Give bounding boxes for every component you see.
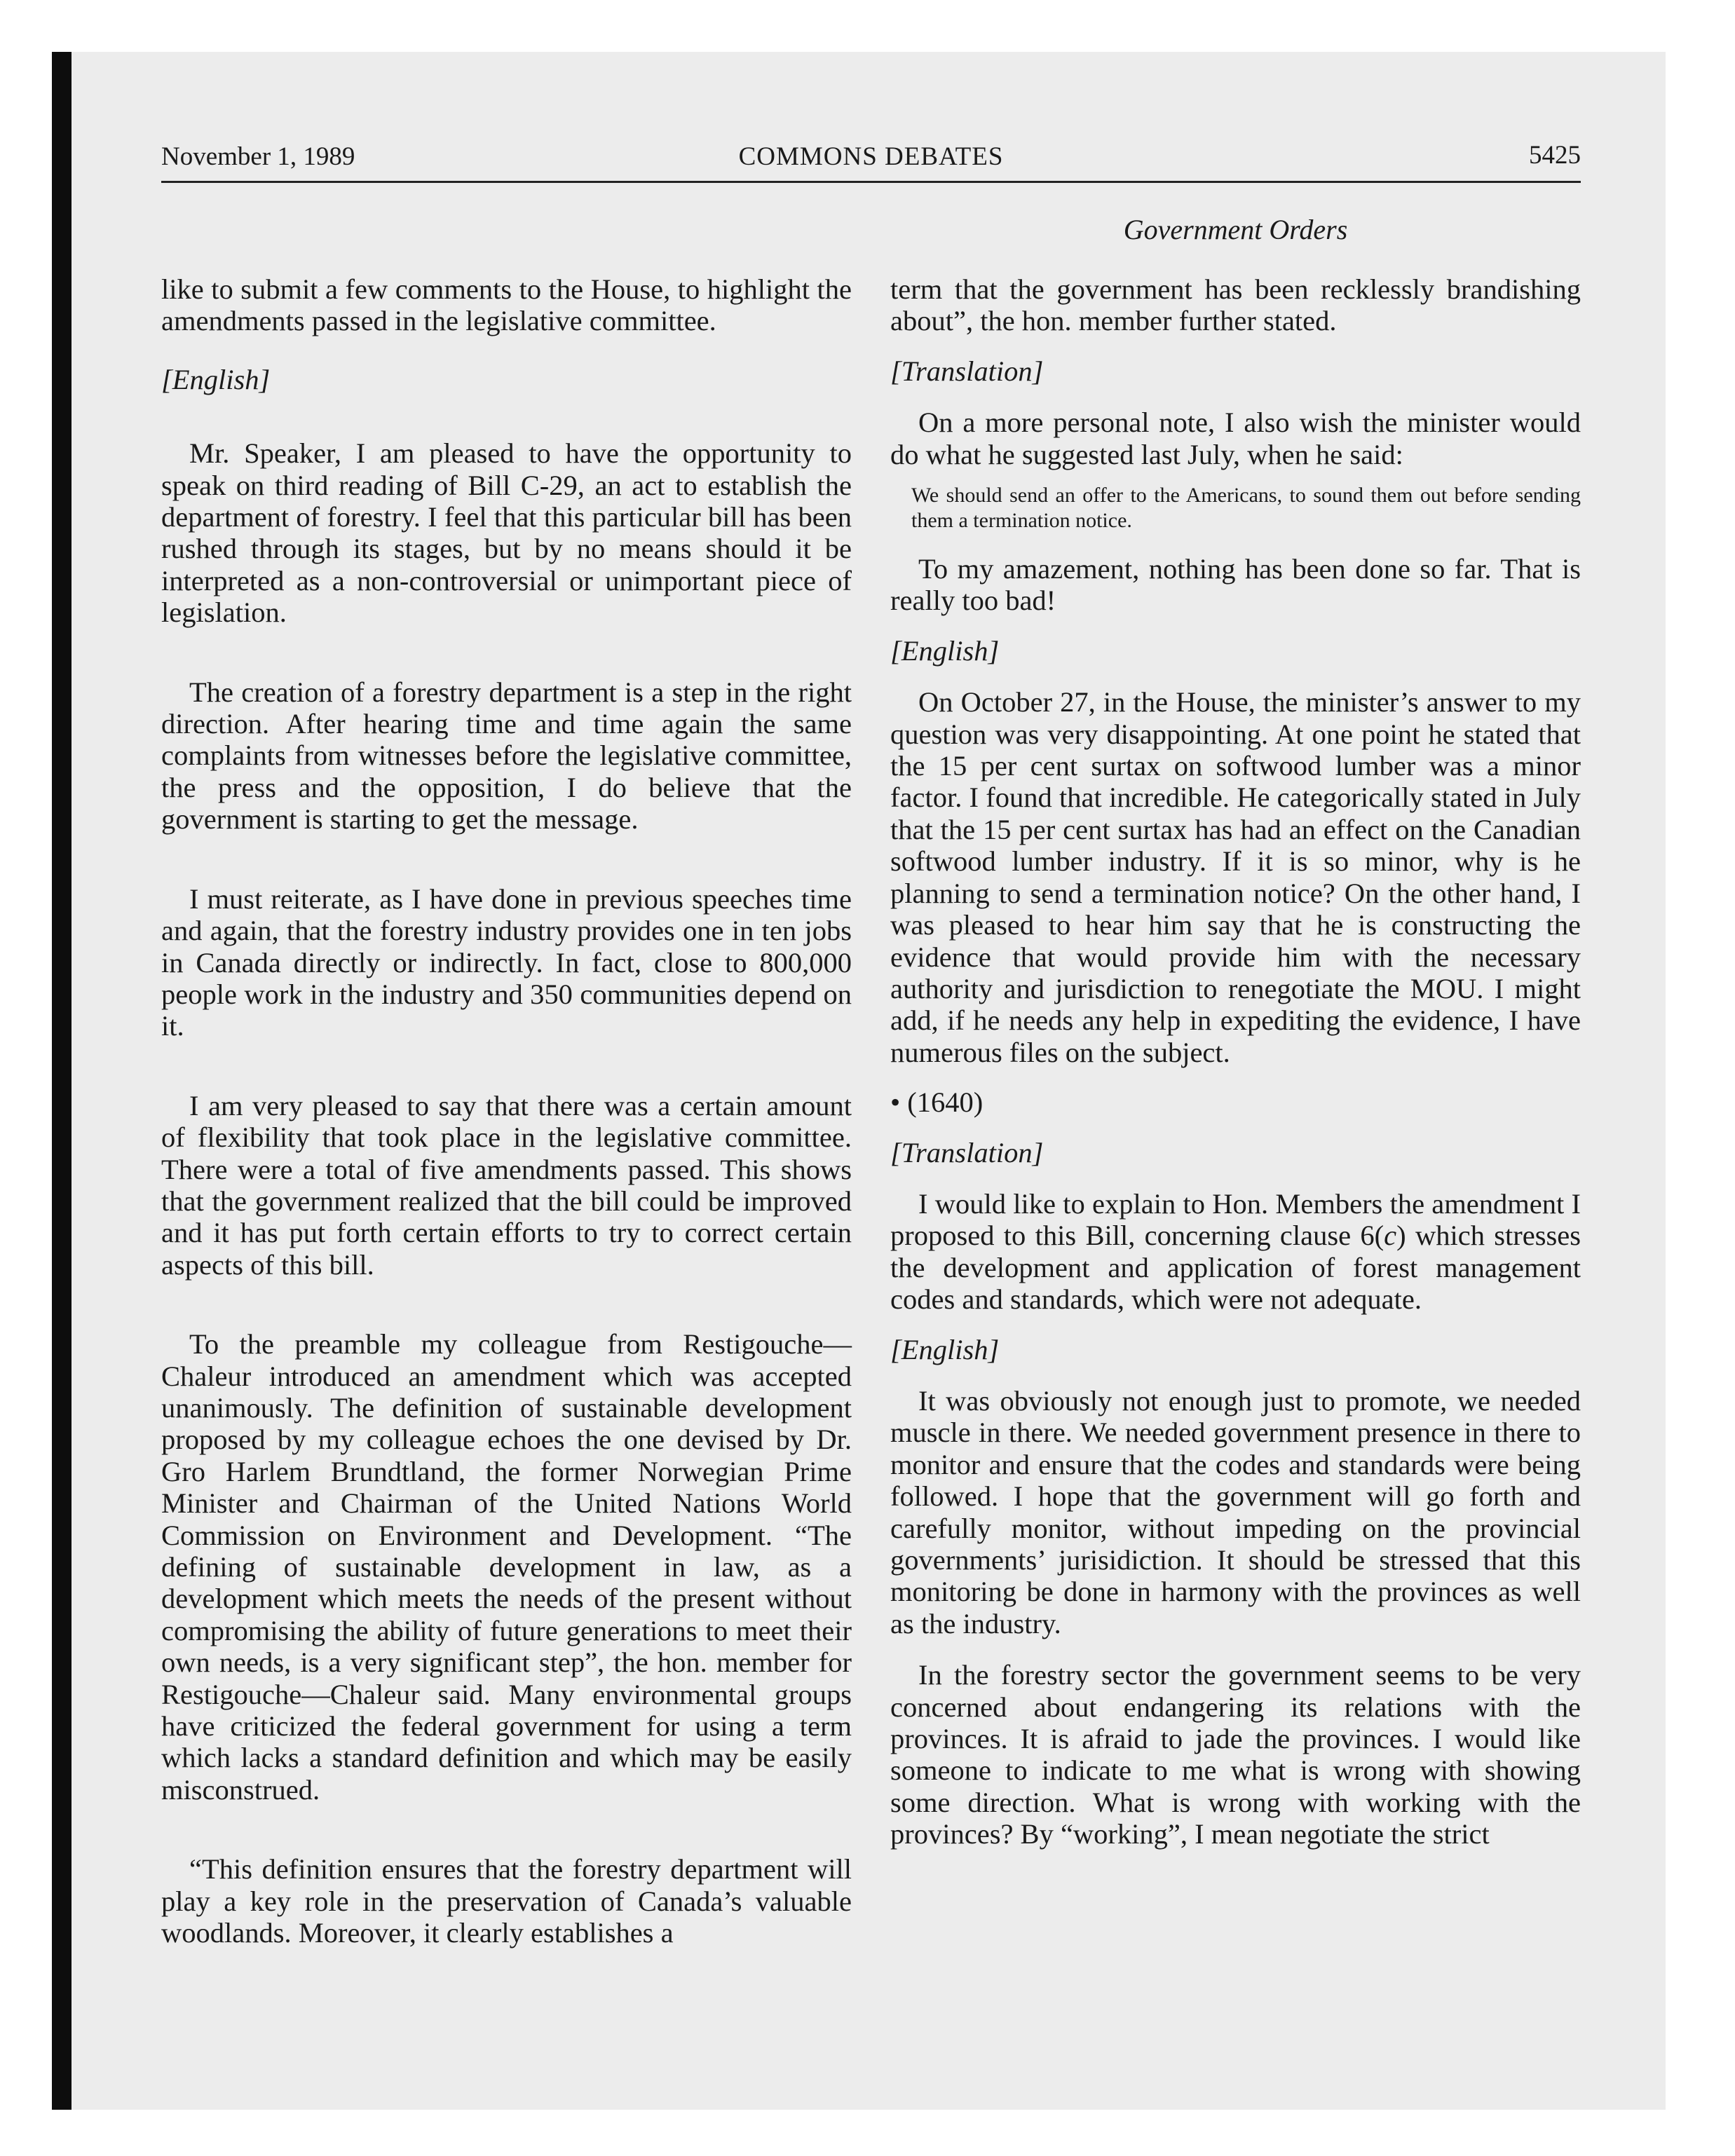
right-column <box>890 273 1581 1850</box>
paragraph: In the forestry sector the government seems to be very concerned about endangering its relations with the provinces. It is afraid to jade the provinces. I would like someone to indicate to me what is wrong with showing some direction. What is wrong with working with the provinces? By “working”, I mean negotiate the strict <box>890 1659 1581 1850</box>
language-label: [Translation] <box>890 355 1044 387</box>
paragraph-text: I would like to explain to Hon. Members the amendment I proposed to this Bill, concerning clause 6( <box>890 1187 1581 1252</box>
header-date: November 1, 1989 <box>161 142 355 171</box>
block-quote: We should send an offer to the Americans, to sound them out before sending them a termination notice. <box>911 484 1581 533</box>
paragraph: On October 27, in the House, the minister’s answer to my question was very disappointing. At one point he stated that the 15 per cent surtax on softwood lumber was a minor factor. I found that incredible. He categorically stated in July that the 15 per cent surtax has had an effect on the Canadian softwood lumber industry. If it is so minor, why is he planning to send a termination notice? On the other hand, I was pleased to hear him say that he is constructing the evidence that would provide him with the necessary authority and jurisdiction to renegotiate the MOU. I might add, if he needs any help in expediting the evidence, I have numerous files on the subject. <box>890 686 1581 1068</box>
language-label: [English] <box>890 1333 1000 1365</box>
paragraph <box>890 1188 1581 1316</box>
paragraph: like to submit a few comments to the House, to highlight the amendments passed in the legislative committee. <box>161 273 852 337</box>
time-marker: • (1640) <box>890 1086 984 1119</box>
paragraph: The creation of a forestry department is a step in the right direction. After hearing time and time again the same complaints from witnesses before the legislative committee, the press and the opposition, I do believe that the government is starting to get the message. <box>161 676 852 835</box>
language-label: [Translation] <box>890 1136 1044 1168</box>
paragraph: “This definition ensures that the forestry department will play a key role in the preservation of Canada’s valuable woodlands. Moreover, it clearly establishes a <box>161 1853 852 1949</box>
page-header <box>161 137 1581 182</box>
paragraph: I must reiterate, as I have done in previous speeches time and again, that the forestry industry provides one in ten jobs in Canada directly or indirectly. In fact, close to 800,000 people work in the industry and 350 communities depend on it. <box>161 882 852 1042</box>
paragraph: To my amazement, nothing has been done so far. That is really too bad! <box>890 553 1581 617</box>
binding-shadow <box>52 52 72 2110</box>
section-title: Government Orders <box>1123 214 1348 245</box>
clause-letter: c <box>1384 1220 1397 1252</box>
paragraph: It was obviously not enough just to promote, we needed muscle in there. We needed government presence in there to monitor and ensure that the codes and standards were being followed. I hope that the government will go forth and carefully monitor, without impeding on the provincial governments’ jurisidiction. It should be stressed that this monitoring be done in harmony with the provinces as well as the industry. <box>890 1384 1581 1639</box>
header-divider <box>161 181 1581 183</box>
header-title: COMMONS DEBATES <box>738 142 1004 171</box>
language-label: [English] <box>161 363 271 395</box>
page-number: 5425 <box>1529 141 1581 170</box>
paragraph-text: ) which stresses the development and application of forest management codes and standards, which were not adequate. <box>890 1220 1581 1316</box>
paragraph: On a more personal note, I also wish the minister would do what he suggested last July, when he said: <box>890 407 1581 470</box>
left-column <box>161 273 852 1949</box>
paragraph: term that the government has been recklessly brandishing about”, the hon. member further stated. <box>890 273 1581 337</box>
language-label: [English] <box>890 634 1000 667</box>
paragraph: Mr. Speaker, I am pleased to have the opportunity to speak on third reading of Bill C-29, an act to establish the department of forestry. I feel that this particular bill has been rushed through its stages, but by no means should it be interpreted as a non-controversial or unimportant piece of legislation. <box>161 437 852 629</box>
paragraph: To the preamble my colleague from Restigouche—Chaleur introduced an amendment which was accepted unanimously. The definition of sustainable development proposed by my colleague echoes the one devised by Dr. Gro Harlem Brundtland, the former Norwegian Prime Minister and Chairman of the United Nations World Commission on Environment and Development. “The defining of sustainable development in law, as a development which meets the needs of the present without compromising the ability of future generations to meet their own needs, is a very significant step”, the hon. member for Restigouche—Chaleur said. Many environmental groups have criticized the federal government for using a term which lacks a standard definition and which may be easily misconstrued. <box>161 1328 852 1806</box>
paragraph: I am very pleased to say that there was a certain amount of flexibility that took place in the legislative committee. There were a total of five amendments passed. This shows that the government realized that the bill could be improved and it has put forth certain efforts to try to correct certain aspects of this bill. <box>161 1089 852 1281</box>
